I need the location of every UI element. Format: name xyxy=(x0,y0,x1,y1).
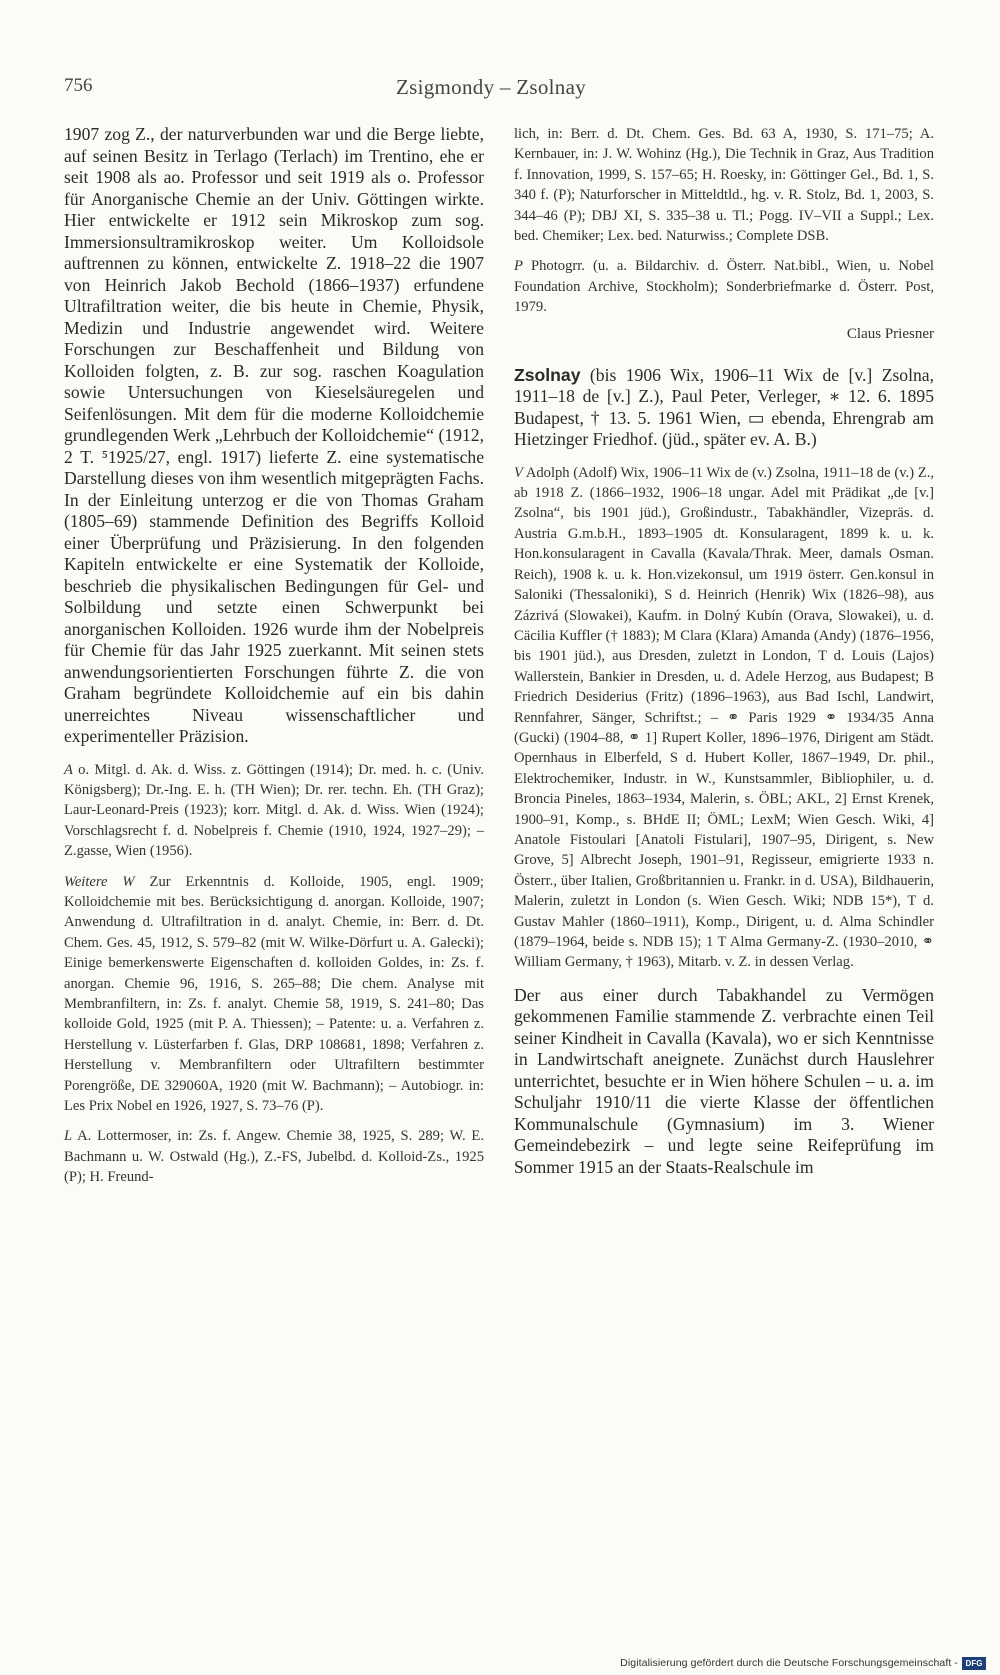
page-number: 756 xyxy=(64,75,93,96)
entry-heading-zsolnay xyxy=(514,365,934,451)
footer xyxy=(0,1654,1000,1675)
note-label: P xyxy=(514,258,523,275)
note-portraits xyxy=(514,256,934,317)
note-text: o. Mitgl. d. Ak. d. Wiss. z. Göttingen (1914); Dr. med. h. c. (Univ. Königsberg); Dr.-Ing. E. h. (TH Wien); Dr. rer. techn. Eh. (TH Graz); Laur-Leonard-Preis (1923); korr. Mitgl. d. Ak. d. Wiss. Wien (1924); Vorschlagsrecht f. d. Nobelpreis f. Chemie (1910, 1924, 1927–29); – Z.gasse, Wien (1956). xyxy=(64,761,484,860)
note-text: Photogrr. (u. a. Bildarchiv. d. Österr. Nat.bibl., Wien, u. Nobel Foundation Archive, Stockholm); Sonderbriefmarke d. Österr. Post, 1979. xyxy=(514,258,934,316)
footer-credit: Digitalisierung gefördert durch die Deutsche Forschungsgemeinschaft - xyxy=(620,1657,958,1669)
dfg-logo: DFG xyxy=(962,1657,986,1670)
note-text: Adolph (Adolf) Wix, 1906–11 Wix de (v.) Zsolna, 1911–18 de (v.) Z., ab 1918 Z. (1866–1932, 1906–18 ungar. Adel mit Prädikat „de [v.] Zsolna“, bis 1901 jüd.), Großindustr., Tabakhändler, Vizepräs. d. Austria G.m.b.H., 1893–1905 dt. Konsularagent, 1899 k. u. k. Hon.konsularagent in Cavalla (Kavala/Thrak. Meer, damals Osman. Reich), 1908 k. u. k. Hon.vizekonsul, um 1919 österr. Gen.konsul in Saloniki (Thessaloniki), S d. Heinrich (Henrik) Wix (1826–98), aus Zázrivá (Slowakei), Kaufm. in Dolný Kubín (Orava, Slowakei), u. d. Cäcilia Kuffler († 1883); M Clara (Klara) Amanda (Andy) (1876–1956, bis 1901 jüd.), aus Dresden, zuletzt in London, T d. Louis (Lajos) Wallerstein, Bankier in Dresden, u. d. Adele Herzog, aus Budapest; B Friedrich Desiderius (Fritz) (1896–1963), aus Bad Ischl, Landwirt, Rennfahrer, Sänger, Schriftst.; – ⚭ Paris 1929 ⚭ 1934/35 Anna (Gucki) (1904–88, ⚭ 1] Rupert Koller, 1896–1976, Dirigent am Städt. Opernhaus in Elberfeld, S d. Hubert Koller, 1867–1949, Dr. phil., Elektrochemiker, Industr. in W., Kunstsammler, Bibliophiler, u. d. Broncia Pineles, 1863–1934, Malerin, s. ÖBL; AKL, 2] Ernst Krenek, 1900–91, Komp., s. BHdE II; ÖML; LexM; Wien Gesch. Wiki, 4] Anatole Fistoulari [Anatoli Fistulari], 1907–95, Dirigent, s. New Grove, 5] Albrecht Joseph, 1901–91, Regisseur, emigrierte 1933 n. Österr., über Italien, Großbritannien u. Frankr. in d. USA), Bildhauerin, Malerin, zuletzt in London (s. Wien Gesch. Wiki; NDB 15*), T d. Gustav Mahler (1860–1911), Komp., Dirigent, u. d. Alma Schindler (1879–1964, beide s. NDB 15); 1 T Alma Germany-Z. (1930–2010, ⚭ William Germany, † 1963), Mitarb. v. Z. in dessen Verlag. xyxy=(514,464,934,971)
author-signature: Claus Priesner xyxy=(846,325,934,342)
note-text: A. Lottermoser, in: Zs. f. Angew. Chemie 38, 1925, S. 289; W. E. Bachmann u. W. Ostwald (Hg.), Z.-FS, Jubelbd. d. Kolloid-Zs., 1925 (P); H. Freund- xyxy=(64,1128,484,1186)
note-family xyxy=(514,463,934,973)
body-text-zsigmondy: 1907 zog Z., der naturverbunden war und die Berge liebte, auf seinen Besitz in Terlago (Terlach) im Trentino, ehe er seit 1908 als ao. Professor und seit 1919 als o. Professor für Anorganische Chemie an der Univ. Göttingen wirkte. Hier entwickelte er 1912 sein Mikroskop zum sog. Immersionsultramikroskop weiter. Um Kolloidsole auftrennen zu können, entwickelte Z. 1918–22 die 1907 von Heinrich Jakob Bechold (1866–1937) erfundene Ultrafiltration weiter, die bis heute in Chemie, Physik, Medizin und Industrie angewendet wird. Weitere Forschungen zur Beschaffenheit und Bildung von Kolloiden folgten, z. B. zur sog. raschen Koagulation sowie Untersuchungen von Kieselsäuregelen und Seifenlösungen. Mit dem für die moderne Kolloidchemie grundlegenden Werk „Lehrbuch der Kolloidchemie“ (1912, 2 T. ⁵1925/27, engl. 1917) lieferte Z. eine systematische Darstellung dieses von ihm wesentlich mitgeprägten Fachs. In der Einleitung unterzog er die von Thomas Graham (1805–69) stammende Definition des Begriffs Kolloid einer Überprüfung und Präzisierung. In den folgenden Kapiteln entwickelte er eine Systematik der Kolloide, beschrieb die physikalischen Bedingungen für Gel- und Solbildung und setzte einen Schwerpunkt bei anorganischen Kolloiden. 1926 wurde ihm der Nobelpreis für Chemie für das Jahr 1925 zuerkannt. Mit seinen stets anwendungsorientierten Forschungen führte Z. die von Graham begründete Kolloidchemie auf ein bis dahin unerreichtes Niveau wissenschaftlicher und experimenteller Präzision. xyxy=(64,124,484,746)
note-label: V xyxy=(514,464,523,481)
entry-heading-text: (bis 1906 Wix, 1906–11 Wix de [v.] Zsolna, 1911–18 de [v.] Z.), Paul Peter, Verleger, ∗ 12. 6. 1895 Budapest, † 13. 5. 1961 Wien, ▭ ebenda, Ehrengrab am Hietzinger Friedhof. (jüd., später ev. A. B.) xyxy=(514,364,934,450)
note-literature-continued: lich, in: Berr. d. Dt. Chem. Ges. Bd. 63 A, 1930, S. 171–75; A. Kernbauer, in: J. W. Wohinz (Hg.), Die Technik in Graz, Aus Tradition f. Innovation, 1999, S. 157–65; H. Roesky, in: Göttinger Gel., Bd. 1, S. 340 f. (P); Naturforscher in Mitteldtld., hg. v. R. Stolz, Bd. 1, 2003, S. 344–46 (P); DBJ XI, S. 335–38 u. Tl.; Pogg. IV–VII a Suppl.; Lex. bed. Chemiker; Lex. bed. Naturwiss.; Complete DSB. xyxy=(514,126,934,245)
note-label: Weitere W xyxy=(64,873,135,890)
note-label: A xyxy=(64,761,73,778)
running-head: Zsigmondy – Zsolnay xyxy=(396,75,587,99)
left-column xyxy=(64,124,484,1188)
body-text-zsolnay: Der aus einer durch Tabakhandel zu Vermögen gekommenen Familie stammende Z. verbrachte einen Teil seiner Kindheit in Cavalla (Kavala), wo er sich Kenntnisse in Landwirtschaft aneignete. Zunächst durch Hauslehrer unterrichtet, besuchte er in Wien höhere Schulen – u. a. im Schuljahr 1910/11 die vierte Klasse der öffentlichen Kommunalschule (Gymnasium) im 3. Wiener Gemeindebezirk – und legte seine Reifeprüfung im Sommer 1915 an der Staats-Realschule im xyxy=(514,984,934,1177)
note-literature xyxy=(64,1126,484,1187)
headword: Zsolnay xyxy=(514,364,581,385)
page-header xyxy=(64,75,934,105)
note-works xyxy=(64,872,484,1117)
note-label: L xyxy=(64,1128,73,1145)
note-text: Zur Erkenntnis d. Kolloide, 1905, engl. 1909; Kolloidchemie mit bes. Berücksichtigung d. anorgan. Kolloide, 1907; Anwendung d. Ultrafiltration in d. analyt. Chemie, in: Berr. d. Dt. Chem. Ges. 45, 1912, S. 579–82 (mit W. Wilke-Dörfurt u. A. Galecki); Einige bemerkenswerte Eigenschaften d. kolloiden Goldes, in: Zs. f. anorgan. Chemie 96, 1916, S. 265–88; Die chem. Analyse mit Membranfiltern, in: Zs. f. analyt. Chemie 58, 1919, S. 241–80; Das kolloide Gold, 1925 (mit P. A. Thiessen); – Patente: u. a. Verfahren z. Herstellung v. Lüsterfarben f. Glas, DRP 108681, 1898; Verfahren z. Herstellung v. Membranfiltern oder Ultrafiltern bestimmter Porengröße, DE 329060A, 1920 (mit W. Bachmann); – Autobiogr. in: Les Prix Nobel en 1926, 1927, S. 73–76 (P). xyxy=(64,873,484,1114)
note-awards xyxy=(64,760,484,862)
right-column xyxy=(514,124,934,1178)
